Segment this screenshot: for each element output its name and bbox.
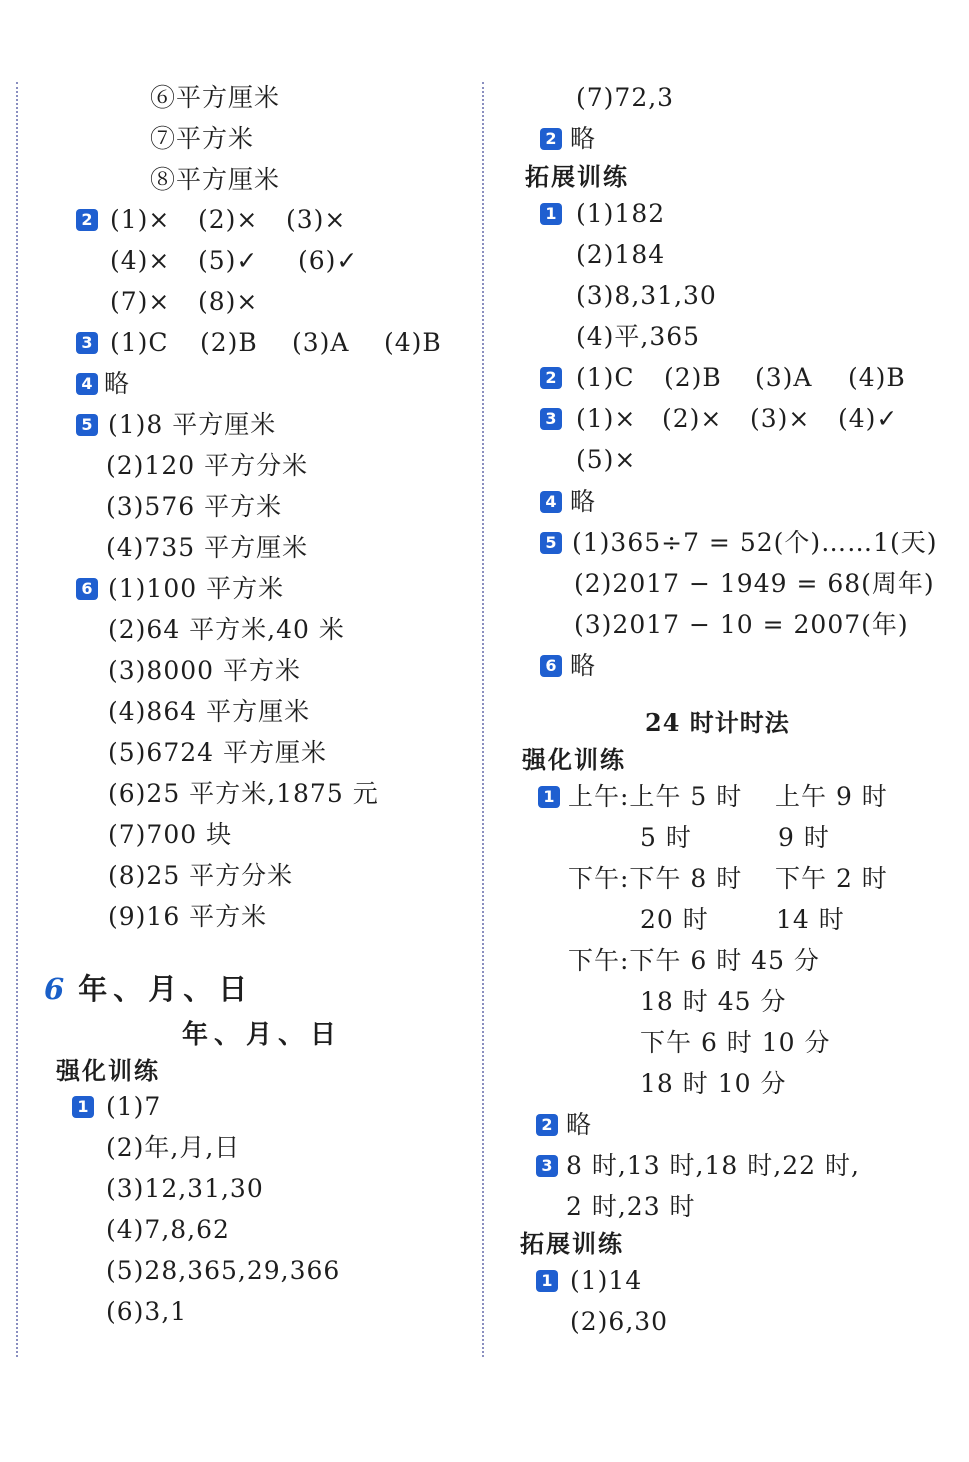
answer-line: 上午 9 时 [775, 782, 888, 811]
answer-line: (2)2017 − 1949 = 68(周年) [574, 569, 935, 598]
answer-line: (1)182 [576, 199, 666, 228]
chapter-title: 年、月、日 [78, 972, 254, 1006]
answer-line: (4)864 平方厘米 [108, 697, 311, 726]
answer-item: (1)C [576, 363, 635, 392]
answer-line: (2)120 平方分米 [106, 451, 309, 480]
question-number-badge: 2 [76, 209, 98, 231]
answer-line: 18 时 45 分 [640, 987, 787, 1016]
question-number-badge: 1 [540, 203, 562, 225]
answer-line: ⑥平方厘米 [150, 83, 281, 112]
answer-line: 略 [570, 124, 597, 153]
answer-line: (6)25 平方米,1875 元 [108, 779, 379, 808]
answer-line: 5 时 [640, 823, 692, 852]
answer-line: ⑦平方米 [150, 124, 255, 153]
section-heading: 拓展训练 [525, 162, 629, 191]
chapter-number: 6 [44, 972, 65, 1006]
lesson-title: 24 时计时法 [645, 708, 790, 737]
answer-line: (5)28,365,29,366 [106, 1256, 341, 1285]
answer-item: (4)× [110, 246, 171, 275]
answer-line: (3)8,31,30 [576, 281, 717, 310]
answer-line: (6)3,1 [106, 1297, 188, 1326]
answer-line: (7)700 块 [108, 820, 233, 849]
answer-item: (3)A [292, 328, 350, 357]
answer-line: 下午 6 时 10 分 [640, 1028, 831, 1057]
answer-item: (5)× [576, 445, 637, 474]
answer-line: 下午:下午 8 时 [568, 864, 743, 893]
answer-item: (8)× [198, 287, 259, 316]
answer-line: (4)平,365 [576, 322, 701, 351]
answer-line: (3)576 平方米 [106, 492, 283, 521]
answer-line: (2)6,30 [570, 1307, 669, 1336]
answer-item: (2)B [664, 363, 722, 392]
answer-line: (3)2017 − 10 = 2007(年) [574, 610, 909, 639]
answer-item: (2)× [662, 404, 723, 433]
answer-item: (4)B [384, 328, 442, 357]
question-number-badge: 3 [536, 1155, 558, 1177]
answer-line: 8 时,13 时,18 时,22 时, [566, 1151, 860, 1180]
answer-line: 9 时 [778, 823, 830, 852]
answer-item: (1)× [576, 404, 637, 433]
answer-line: 略 [570, 651, 597, 680]
answer-line: 14 时 [776, 905, 845, 934]
question-number-badge: 6 [540, 655, 562, 677]
column-divider [482, 82, 484, 1357]
answer-line: (1)14 [570, 1266, 643, 1295]
answer-line: (2)64 平方米,40 米 [108, 615, 345, 644]
answer-line: 上午:上午 5 时 [568, 782, 743, 811]
answer-line: (5)6724 平方厘米 [108, 738, 327, 767]
question-number-badge: 2 [536, 1114, 558, 1136]
answer-line: (7)72,3 [576, 83, 675, 112]
answer-line: (1)8 平方厘米 [108, 410, 277, 439]
answer-line: (1)7 [106, 1092, 162, 1121]
answer-line: (9)16 平方米 [108, 902, 268, 931]
question-number-badge: 1 [72, 1096, 94, 1118]
question-number-badge: 5 [540, 532, 562, 554]
answer-line: (3)12,31,30 [106, 1174, 264, 1203]
answer-line: 20 时 [640, 905, 709, 934]
question-number-badge: 3 [540, 408, 562, 430]
answer-item: (7)× [110, 287, 171, 316]
answer-item: (1)C [110, 328, 169, 357]
answer-line: 2 时,23 时 [566, 1192, 696, 1221]
answer-item: (2)B [200, 328, 258, 357]
answer-item: (3)× [286, 205, 347, 234]
question-number-badge: 1 [536, 1270, 558, 1292]
answer-line: 18 时 10 分 [640, 1069, 787, 1098]
answer-line: 略 [570, 487, 597, 516]
answer-line: 下午:下午 6 时 45 分 [568, 946, 820, 975]
question-number-badge: 4 [540, 491, 562, 513]
question-number-badge: 6 [76, 578, 98, 600]
answer-line: ⑧平方厘米 [150, 165, 281, 194]
answer-line: (1)100 平方米 [108, 574, 285, 603]
answer-item: (4)✓ [838, 404, 899, 433]
answer-item: (5)✓ [198, 246, 259, 275]
question-number-badge: 5 [76, 414, 98, 436]
answer-line: (4)735 平方厘米 [106, 533, 309, 562]
answer-item: (3)× [750, 404, 811, 433]
chapter-heading [44, 972, 253, 1006]
left-margin-divider [16, 82, 18, 1357]
answer-item: (2)× [198, 205, 259, 234]
question-number-badge: 1 [538, 786, 560, 808]
answer-line: (2)年,月,日 [106, 1133, 241, 1162]
answer-item: (1)× [110, 205, 171, 234]
answer-line: (8)25 平方分米 [108, 861, 294, 890]
question-number-badge: 2 [540, 128, 562, 150]
lesson-title: 年、月、日 [182, 1020, 343, 1050]
answer-line: (3)8000 平方米 [108, 656, 301, 685]
section-heading: 强化训练 [522, 745, 626, 774]
answer-line: 略 [566, 1110, 593, 1139]
section-heading: 拓展训练 [520, 1229, 624, 1258]
answer-line: 略 [104, 369, 131, 398]
answer-item: (6)✓ [298, 246, 359, 275]
answer-item: (4)B [848, 363, 906, 392]
answer-line: (4)7,8,62 [106, 1215, 230, 1244]
answer-item: (3)A [755, 363, 813, 392]
question-number-badge: 3 [76, 332, 98, 354]
answer-line: 下午 2 时 [775, 864, 888, 893]
section-heading: 强化训练 [56, 1056, 160, 1085]
answer-line: (2)184 [576, 240, 666, 269]
question-number-badge: 2 [540, 367, 562, 389]
question-number-badge: 4 [76, 373, 98, 395]
answer-line: (1)365÷7 = 52(个)……1(天) [572, 528, 938, 557]
